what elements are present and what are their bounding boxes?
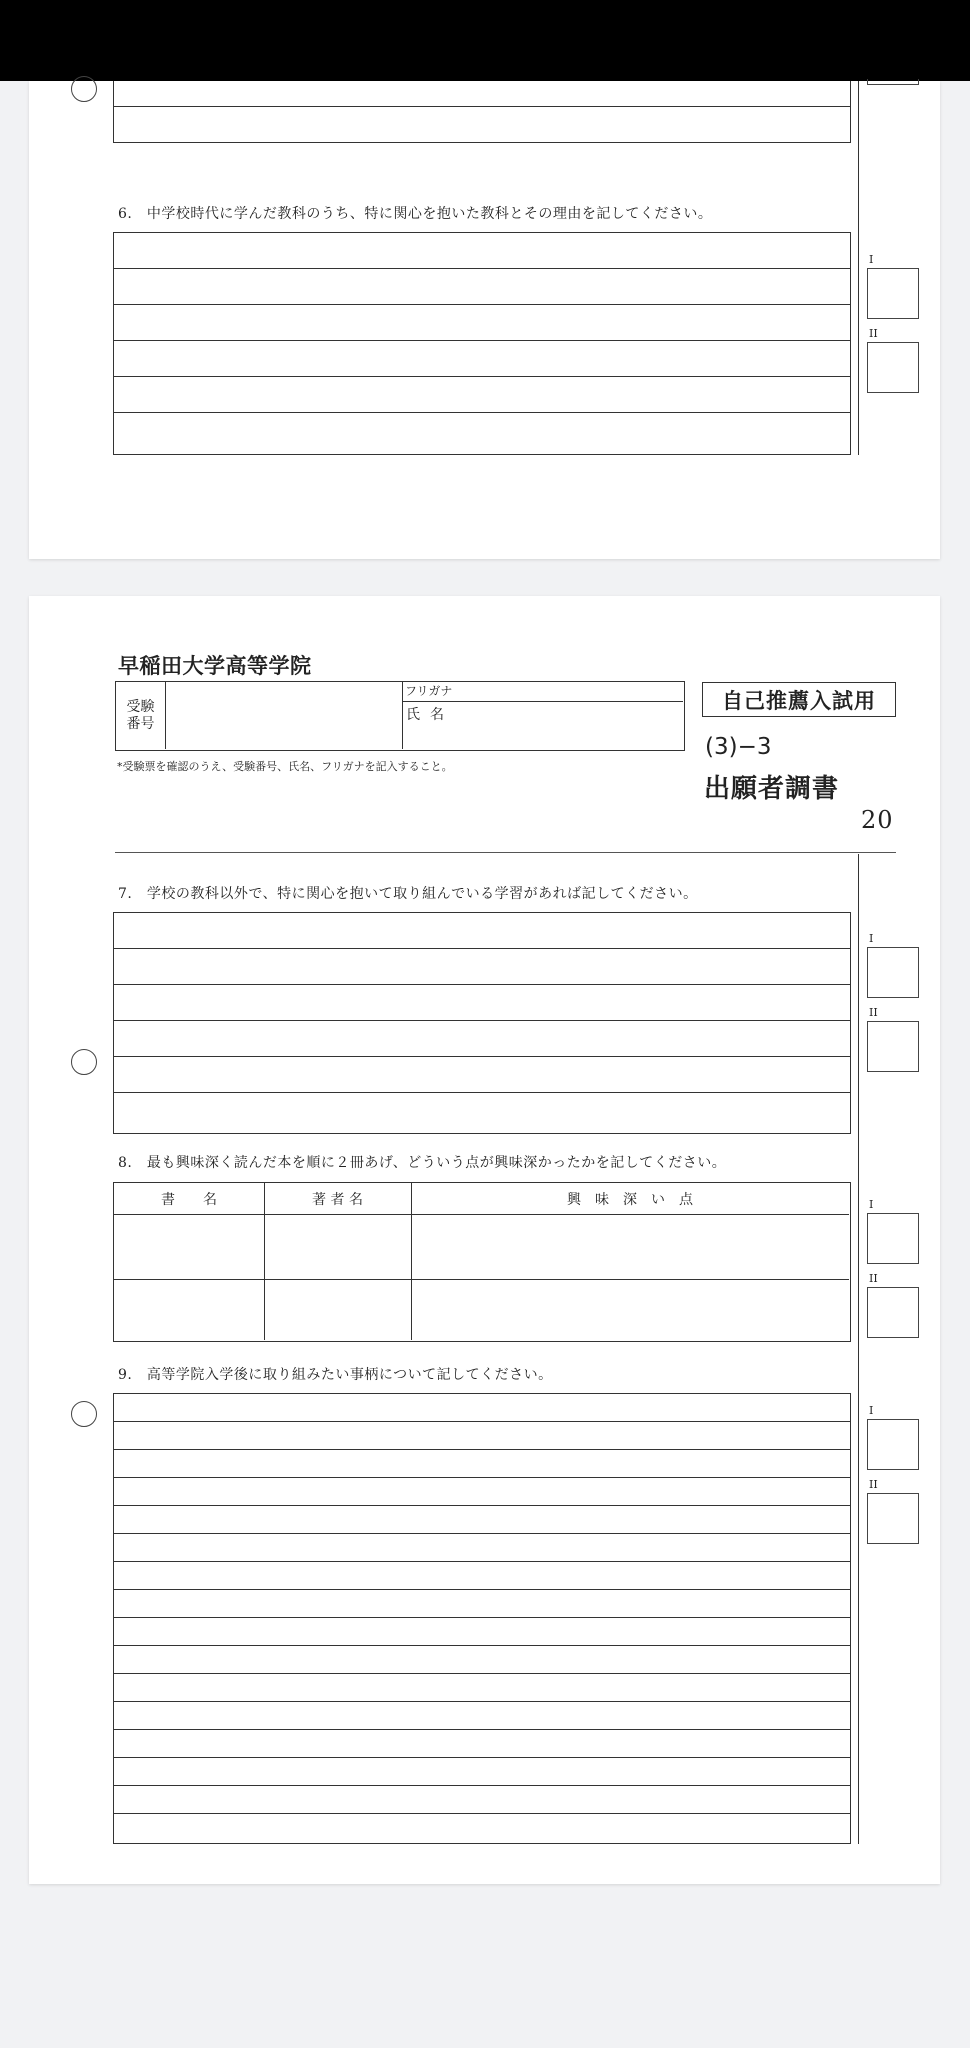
- exam-number-label: 受験 番号: [116, 682, 166, 749]
- question-8-text: 8. 最も興味深く読んだ本を順に２冊あげ、どういう点が興味深かったかを記してください。: [118, 1155, 727, 1171]
- mark-label-2: II: [869, 327, 878, 340]
- mark-label-1: I: [869, 1404, 874, 1417]
- form-title: 出願者調書: [704, 774, 840, 804]
- form-page-previous: [29, 81, 940, 559]
- answer-lines-q7[interactable]: [113, 912, 851, 1134]
- score-box-q7-2[interactable]: [867, 1021, 919, 1072]
- form-page-20: [29, 596, 940, 1884]
- score-box-q6-1[interactable]: [867, 268, 919, 319]
- status-bar: [0, 0, 970, 81]
- header-interest: 興 味 深 い 点: [411, 1183, 849, 1215]
- score-box-q8-1[interactable]: [867, 1213, 919, 1264]
- binding-hole: [71, 1401, 97, 1427]
- answer-lines-q6[interactable]: [113, 232, 851, 455]
- page-number: 20: [861, 806, 894, 834]
- score-box-q7-1[interactable]: [867, 947, 919, 998]
- header-author: 著 者 名: [264, 1183, 411, 1215]
- margin-rule: [858, 854, 859, 1844]
- score-box-q8-2[interactable]: [867, 1287, 919, 1338]
- margin-rule: [858, 81, 859, 455]
- mark-label-1: I: [869, 253, 874, 266]
- question-9-text: 9. 高等学院入学後に取り組みたい事柄について記してください。: [118, 1367, 553, 1383]
- binding-hole: [71, 1049, 97, 1075]
- question-6-text: 6. 中学校時代に学んだ教科のうち、特に関心を抱いた教科とその理由を記してください。: [118, 206, 713, 222]
- binding-hole: [71, 76, 97, 102]
- answer-lines-q9[interactable]: [113, 1393, 851, 1844]
- mark-label-2: II: [869, 1478, 878, 1491]
- instruction-note: *受験票を確認のうえ、受験番号、氏名、フリガナを記入すること。: [117, 760, 453, 773]
- score-box-q9-1[interactable]: [867, 1419, 919, 1470]
- score-box-q5: [867, 79, 919, 85]
- furigana-field[interactable]: フリガナ: [403, 682, 683, 702]
- answer-lines-q5-end: [113, 81, 851, 143]
- header-divider: [115, 852, 896, 853]
- mark-label-2: II: [869, 1006, 878, 1019]
- score-box-q9-2[interactable]: [867, 1493, 919, 1544]
- applicant-id-table: [115, 681, 685, 751]
- school-name: 早稲田大学高等学院: [118, 654, 312, 678]
- exam-number-field[interactable]: [166, 682, 403, 749]
- mark-label-1: I: [869, 932, 874, 945]
- form-code: (3)−3: [705, 734, 772, 760]
- header-title: 書 名: [114, 1183, 264, 1215]
- mark-label-1: I: [869, 1198, 874, 1211]
- book-row-divider: [114, 1279, 849, 1280]
- mark-label-2: II: [869, 1272, 878, 1285]
- exam-type-badge: 自己推薦入試用: [702, 682, 896, 717]
- name-label: 氏名: [406, 707, 454, 723]
- book-table: [113, 1182, 851, 1342]
- score-box-q6-2[interactable]: [867, 342, 919, 393]
- question-7-text: 7. 学校の教科以外で、特に関心を抱いて取り組んでいる学習があれば記してください。: [118, 886, 698, 902]
